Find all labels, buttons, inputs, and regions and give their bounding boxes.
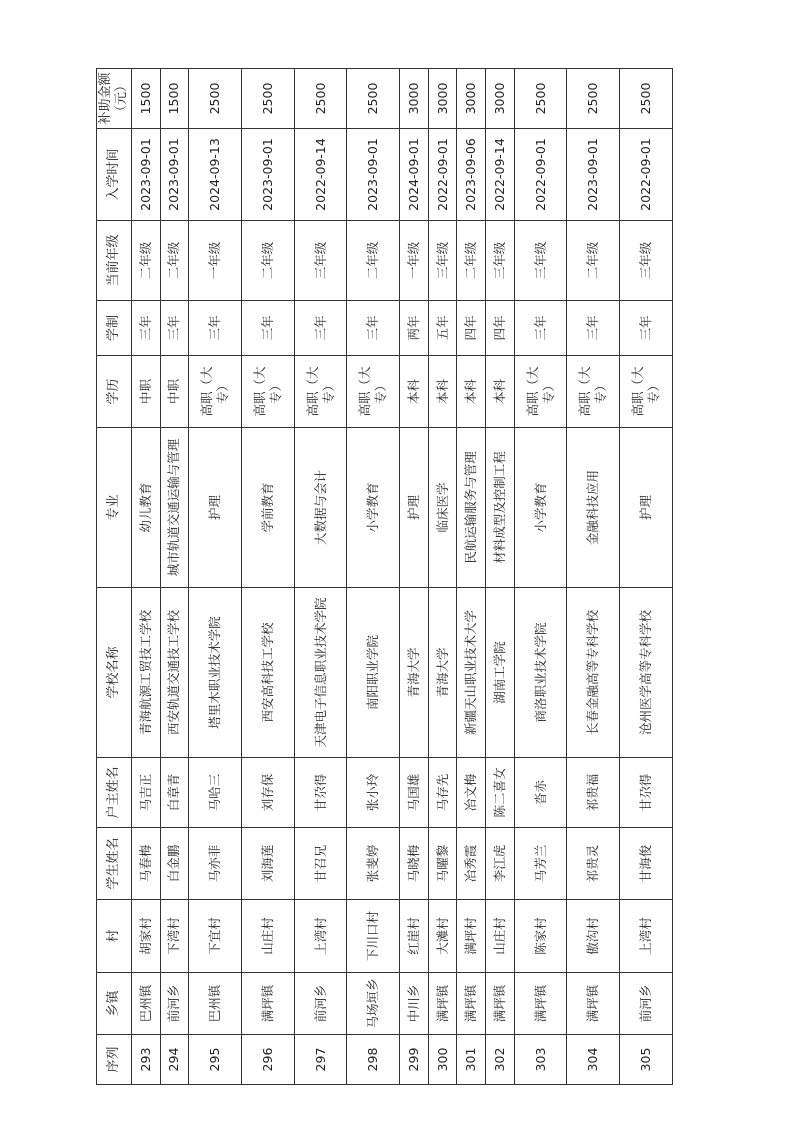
table-cell: 山庄村	[486, 900, 515, 973]
subsidy-table	[96, 68, 673, 1085]
table-cell: 学前教育	[241, 428, 294, 588]
table-cell: 张小玲	[347, 758, 400, 828]
table-cell: 傲沟村	[567, 900, 620, 973]
table-cell: 三年级	[514, 221, 567, 301]
table-cell: 马国雄	[400, 758, 429, 828]
table-cell: 2500	[294, 69, 347, 129]
table-cell: 天津电子信息职业技术学院	[294, 588, 347, 758]
table-cell: 三年级	[486, 221, 515, 301]
table-cell: 三年	[514, 301, 567, 356]
table-cell: 297	[294, 1035, 347, 1085]
table-cell: 满坪镇	[567, 973, 620, 1035]
table-cell: 2022-09-01	[620, 129, 673, 221]
table-cell: 三年级	[294, 221, 347, 301]
table-cell: 青海大学	[428, 588, 457, 758]
table-cell: 303	[514, 1035, 567, 1085]
table-cell: 满坪镇	[514, 973, 567, 1035]
table-cell: 2023-09-01	[160, 129, 189, 221]
table-cell: 马亦菲	[189, 828, 242, 900]
column-header: 乡镇	[97, 973, 132, 1035]
table-cell: 2500	[347, 69, 400, 129]
table-cell: 二年级	[347, 221, 400, 301]
table-cell: 临床医学	[428, 428, 457, 588]
table-cell: 本科	[486, 356, 515, 428]
column-header: 学生姓名	[97, 828, 132, 900]
table-cell: 红崖村	[400, 900, 429, 973]
table-cell: 李江虎	[486, 828, 515, 900]
table-cell: 3000	[400, 69, 429, 129]
table-cell: 商洛职业技术学院	[514, 588, 567, 758]
table-cell: 陈家村	[514, 900, 567, 973]
table-cell: 马曜黎	[428, 828, 457, 900]
table-cell: 3000	[486, 69, 515, 129]
table-cell: 大滩村	[428, 900, 457, 973]
table-cell: 马晓梅	[400, 828, 429, 900]
table-cell: 前河乡	[294, 973, 347, 1035]
table-cell: 三年	[294, 301, 347, 356]
table-cell: 幼儿教育	[132, 428, 161, 588]
table-cell: 二年级	[160, 221, 189, 301]
table-row	[486, 69, 515, 1085]
table-cell: 294	[160, 1035, 189, 1085]
table-cell: 长春金融高等专科学校	[567, 588, 620, 758]
table-cell: 3000	[428, 69, 457, 129]
table-cell: 一年级	[189, 221, 242, 301]
table-cell: 中川乡	[400, 973, 429, 1035]
table-cell: 2023-09-01	[241, 129, 294, 221]
table-cell: 两年	[400, 301, 429, 356]
table-cell: 三年	[132, 301, 161, 356]
table-cell: 护理	[620, 428, 673, 588]
table-cell: 山庄村	[241, 900, 294, 973]
table-cell: 一年级	[400, 221, 429, 301]
table-cell: 2023-09-01	[567, 129, 620, 221]
table-cell: 祁贵灵	[567, 828, 620, 900]
table-cell: 甘召兄	[294, 828, 347, 900]
column-header: 序列	[97, 1035, 132, 1085]
table-cell: 高职（大专）	[567, 356, 620, 428]
table-cell: 高职（大专）	[189, 356, 242, 428]
table-cell: 2024-09-01	[400, 129, 429, 221]
table-cell: 冶秀霞	[457, 828, 486, 900]
table-cell: 2500	[620, 69, 673, 129]
table-cell: 1500	[160, 69, 189, 129]
table-cell: 小学教育	[347, 428, 400, 588]
table-cell: 2023-09-06	[457, 129, 486, 221]
table-cell: 二年级	[567, 221, 620, 301]
table-cell: 上湾村	[294, 900, 347, 973]
table-cell: 小学教育	[514, 428, 567, 588]
table-cell: 下湾村	[160, 900, 189, 973]
table-cell: 2500	[567, 69, 620, 129]
table-row	[400, 69, 429, 1085]
column-header: 村	[97, 900, 132, 973]
table-cell: 高职（大专）	[347, 356, 400, 428]
table-row	[160, 69, 189, 1085]
table-cell: 大数据与会计	[294, 428, 347, 588]
table-cell: 2022-09-14	[294, 129, 347, 221]
table-cell: 马哈三	[189, 758, 242, 828]
table-cell: 甘尕得	[620, 758, 673, 828]
table-cell: 2500	[189, 69, 242, 129]
table-cell: 305	[620, 1035, 673, 1085]
table-cell: 张斐婷	[347, 828, 400, 900]
header-row	[97, 69, 132, 1085]
table-cell: 巴州镇	[132, 973, 161, 1035]
table-cell: 2023-09-01	[132, 129, 161, 221]
table-cell: 300	[428, 1035, 457, 1085]
table-cell: 三年	[189, 301, 242, 356]
table-cell: 冶文梅	[457, 758, 486, 828]
column-header: 专业	[97, 428, 132, 588]
table-cell: 满坪镇	[457, 973, 486, 1035]
table-cell: 满坪镇	[428, 973, 457, 1035]
table-cell: 湖南工学院	[486, 588, 515, 758]
table-cell: 1500	[132, 69, 161, 129]
table-cell: 金融科技应用	[567, 428, 620, 588]
table-cell: 三年	[241, 301, 294, 356]
table-cell: 马吉正	[132, 758, 161, 828]
table-cell: 2500	[514, 69, 567, 129]
table-cell: 四年	[486, 301, 515, 356]
table-cell: 301	[457, 1035, 486, 1085]
table-cell: 三年级	[620, 221, 673, 301]
table-cell: 下宜村	[189, 900, 242, 973]
column-header: 学制	[97, 301, 132, 356]
table-cell: 295	[189, 1035, 242, 1085]
table-cell: 护理	[189, 428, 242, 588]
table-cell: 302	[486, 1035, 515, 1085]
column-header: 当前年级	[97, 221, 132, 301]
table-cell: 2500	[241, 69, 294, 129]
table-cell: 高职（大专）	[620, 356, 673, 428]
table-cell: 满坪镇	[241, 973, 294, 1035]
table-cell: 二年级	[132, 221, 161, 301]
table-cell: 2023-09-01	[347, 129, 400, 221]
table-cell: 甘海俊	[620, 828, 673, 900]
table-row	[347, 69, 400, 1085]
table-cell: 本科	[457, 356, 486, 428]
table-cell: 2022-09-01	[428, 129, 457, 221]
table-cell: 马场垣乡	[347, 973, 400, 1035]
table-row	[241, 69, 294, 1085]
table-cell: 材料成型及控制工程	[486, 428, 515, 588]
table-row	[567, 69, 620, 1085]
table-cell: 马春梅	[132, 828, 161, 900]
table-cell: 三年	[347, 301, 400, 356]
table-cell: 中职	[132, 356, 161, 428]
column-header: 入学时间	[97, 129, 132, 221]
table-cell: 塔里木职业技术学院	[189, 588, 242, 758]
table-cell: 本科	[428, 356, 457, 428]
table-row	[514, 69, 567, 1085]
table-cell: 白章青	[160, 758, 189, 828]
table-cell: 护理	[400, 428, 429, 588]
table-cell: 3000	[457, 69, 486, 129]
table-cell: 满坪镇	[486, 973, 515, 1035]
table-cell: 青海航源工贸技工学校	[132, 588, 161, 758]
table-cell: 民航运输服务与管理	[457, 428, 486, 588]
table-cell: 前河乡	[620, 973, 673, 1035]
table-cell: 祁贵福	[567, 758, 620, 828]
column-header: 户主姓名	[97, 758, 132, 828]
table-cell: 胡家村	[132, 900, 161, 973]
table-cell: 中职	[160, 356, 189, 428]
rotated-table-page	[96, 69, 673, 1085]
table-cell: 新疆天山职业技术大学	[457, 588, 486, 758]
table-cell: 沓赤	[514, 758, 567, 828]
table-cell: 三年级	[428, 221, 457, 301]
table-cell: 293	[132, 1035, 161, 1085]
table-cell: 前河乡	[160, 973, 189, 1035]
table-cell: 巴州镇	[189, 973, 242, 1035]
table-cell: 五年	[428, 301, 457, 356]
table-cell: 298	[347, 1035, 400, 1085]
table-cell: 三年	[620, 301, 673, 356]
column-header: 学历	[97, 356, 132, 428]
table-cell: 2022-09-01	[514, 129, 567, 221]
table-cell: 白金鹏	[160, 828, 189, 900]
table-cell: 刘存保	[241, 758, 294, 828]
table-row	[457, 69, 486, 1085]
table-cell: 下川口村	[347, 900, 400, 973]
table-row	[428, 69, 457, 1085]
table-cell: 陈二喜女	[486, 758, 515, 828]
table-cell: 高职（大专）	[294, 356, 347, 428]
table-cell: 西安轨道交通技工学校	[160, 588, 189, 758]
table-cell: 2022-09-14	[486, 129, 515, 221]
table-cell: 高职（大专）	[514, 356, 567, 428]
table-cell: 刘海莲	[241, 828, 294, 900]
table-cell: 二年级	[457, 221, 486, 301]
table-row	[132, 69, 161, 1085]
table-cell: 满坪村	[457, 900, 486, 973]
table-cell: 本科	[400, 356, 429, 428]
table-cell: 南阳职业学院	[347, 588, 400, 758]
table-cell: 青海大学	[400, 588, 429, 758]
table-cell: 296	[241, 1035, 294, 1085]
table-cell: 西安高科技工学校	[241, 588, 294, 758]
table-cell: 2024-09-13	[189, 129, 242, 221]
column-header: 学校名称	[97, 588, 132, 758]
table-cell: 二年级	[241, 221, 294, 301]
table-cell: 甘尕得	[294, 758, 347, 828]
table-row	[620, 69, 673, 1085]
table-row	[189, 69, 242, 1085]
column-header: 补助金额（元）	[97, 69, 132, 129]
table-cell: 上湾村	[620, 900, 673, 973]
table-cell: 四年	[457, 301, 486, 356]
table-cell: 城市轨道交通运输与管理	[160, 428, 189, 588]
table-cell: 马芳兰	[514, 828, 567, 900]
table-cell: 沧州医学高等专科学校	[620, 588, 673, 758]
table-cell: 高职（大专）	[241, 356, 294, 428]
table-cell: 299	[400, 1035, 429, 1085]
table-cell: 三年	[567, 301, 620, 356]
table-cell: 三年	[160, 301, 189, 356]
table-cell: 304	[567, 1035, 620, 1085]
table-cell: 马存先	[428, 758, 457, 828]
table-row	[294, 69, 347, 1085]
